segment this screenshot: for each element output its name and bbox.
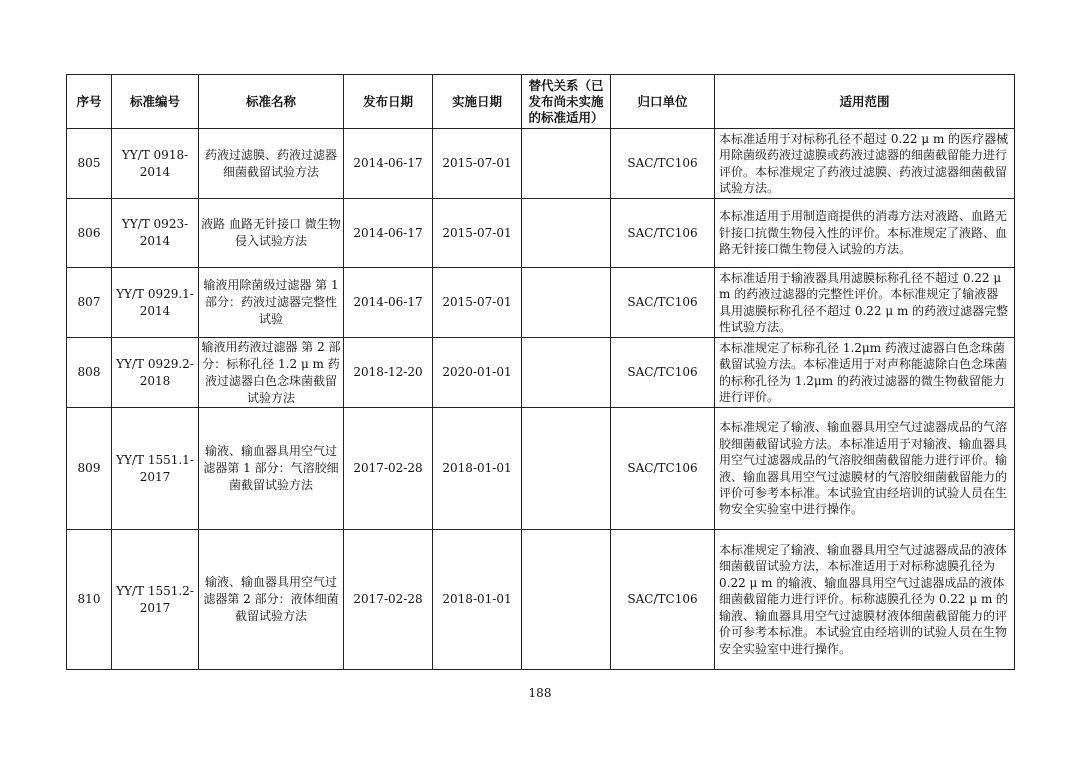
cell-name: 液路 血路无针接口 微生物侵入试验方法 — [199, 199, 344, 268]
header-unit: 归口单位 — [611, 75, 715, 129]
cell-publish-date: 2014-06-17 — [344, 199, 433, 268]
cell-scope: 本标准规定了输液、输血器具用空气过滤器成品的液体细菌截留试验方法，本标准适用于对标称滤膜孔径为 0.22 μ m 的输液、输血器具用空气过滤器成品的液体细菌截留能力进行评价。标称滤膜孔径为 0.22 μ m 的输液、输血器具用空气过滤膜材液体细菌截留能力的评价可参考本标准。本试验宜由经培训的试验人员在生物安全实验室中进行操作。 — [715, 530, 1015, 670]
table-row — [67, 129, 1015, 199]
cell-scope: 本标准适用于用制造商提供的消毒方法对液路、血路无针接口抗微生物侵入性的评价。本标准规定了液路、血路无针接口微生物侵入试验的方法。 — [715, 199, 1015, 268]
table-row — [67, 530, 1015, 670]
cell-unit: SAC/TC106 — [611, 408, 715, 530]
header-implement-date: 实施日期 — [433, 75, 522, 129]
cell-code: YY/T 1551.2-2017 — [112, 530, 199, 670]
cell-name: 输液用除菌级过滤器 第 1 部分：药液过滤器完整性试验 — [199, 268, 344, 338]
cell-code: YY/T 1551.1-2017 — [112, 408, 199, 530]
cell-publish-date: 2017-02-28 — [344, 530, 433, 670]
cell-implement-date: 2015-07-01 — [433, 129, 522, 199]
cell-seq: 806 — [67, 199, 112, 268]
cell-unit: SAC/TC106 — [611, 268, 715, 338]
cell-implement-date: 2015-07-01 — [433, 268, 522, 338]
cell-replace — [522, 408, 611, 530]
cell-implement-date: 2020-01-01 — [433, 338, 522, 408]
table-row — [67, 408, 1015, 530]
cell-replace — [522, 129, 611, 199]
cell-replace — [522, 268, 611, 338]
cell-unit: SAC/TC106 — [611, 129, 715, 199]
cell-seq: 808 — [67, 338, 112, 408]
standards-table — [66, 74, 1015, 670]
cell-publish-date: 2014-06-17 — [344, 268, 433, 338]
cell-publish-date: 2017-02-28 — [344, 408, 433, 530]
cell-code: YY/T 0929.1-2014 — [112, 268, 199, 338]
cell-scope: 本标准适用于对标称孔径不超过 0.22 μ m 的医疗器械用除菌级药液过滤膜或药液过滤器的细菌截留能力进行评价。本标准规定了药液过滤膜、药液过滤器细菌截留试验方法。 — [715, 129, 1015, 199]
cell-implement-date: 2018-01-01 — [433, 530, 522, 670]
table-row — [67, 268, 1015, 338]
cell-scope: 本标准规定了输液、输血器具用空气过滤器成品的气溶胶细菌截留试验方法。本标准适用于对输液、输血器具用空气过滤器成品的气溶胶细菌截留能力进行评价。输液、输血器具用空气过滤膜材的气溶胶细菌截留能力的评价可参考本标准。本试验宜由经培训的试验人员在生物安全实验室中进行操作。 — [715, 408, 1015, 530]
cell-seq: 807 — [67, 268, 112, 338]
header-code: 标准编号 — [112, 75, 199, 129]
cell-code: YY/T 0918-2014 — [112, 129, 199, 199]
header-publish-date: 发布日期 — [344, 75, 433, 129]
cell-name: 输液用药液过滤器 第 2 部分：标称孔径 1.2 μ m 药液过滤器白色念珠菌截留试验方法 — [199, 338, 344, 408]
table-row — [67, 199, 1015, 268]
header-scope: 适用范围 — [715, 75, 1015, 129]
cell-scope: 本标准规定了标称孔径 1.2μm 药液过滤器白色念珠菌截留试验方法。本标准适用于对声称能滤除白色念珠菌的标称孔径为 1.2μm 的药液过滤器的微生物截留能力进行评价。 — [715, 338, 1015, 408]
cell-seq: 810 — [67, 530, 112, 670]
cell-replace — [522, 338, 611, 408]
cell-replace — [522, 199, 611, 268]
cell-replace — [522, 530, 611, 670]
cell-implement-date: 2015-07-01 — [433, 199, 522, 268]
header-replace: 替代关系（已发布尚未实施的标准适用） — [522, 75, 611, 129]
cell-unit: SAC/TC106 — [611, 199, 715, 268]
cell-seq: 805 — [67, 129, 112, 199]
cell-publish-date: 2018-12-20 — [344, 338, 433, 408]
cell-implement-date: 2018-01-01 — [433, 408, 522, 530]
cell-seq: 809 — [67, 408, 112, 530]
cell-name: 输液、输血器具用空气过滤器第 1 部分：气溶胶细菌截留试验方法 — [199, 408, 344, 530]
cell-publish-date: 2014-06-17 — [344, 129, 433, 199]
cell-code: YY/T 0929.2-2018 — [112, 338, 199, 408]
cell-unit: SAC/TC106 — [611, 530, 715, 670]
table-row — [67, 338, 1015, 408]
cell-name: 输液、输血器具用空气过滤器第 2 部分：液体细菌截留试验方法 — [199, 530, 344, 670]
cell-scope: 本标准适用于输液器具用滤膜标称孔径不超过 0.22 μ m 的药液过滤器的完整性评价。本标准规定了输液器具用滤膜标称孔径不超过 0.22 μ m 的药液过滤器完整性试验方法。 — [715, 268, 1015, 338]
page-number: 188 — [528, 686, 552, 700]
header-row — [67, 75, 1015, 129]
cell-unit: SAC/TC106 — [611, 338, 715, 408]
header-seq: 序号 — [67, 75, 112, 129]
header-name: 标准名称 — [199, 75, 344, 129]
cell-name: 药液过滤膜、药液过滤器细菌截留试验方法 — [199, 129, 344, 199]
cell-code: YY/T 0923-2014 — [112, 199, 199, 268]
